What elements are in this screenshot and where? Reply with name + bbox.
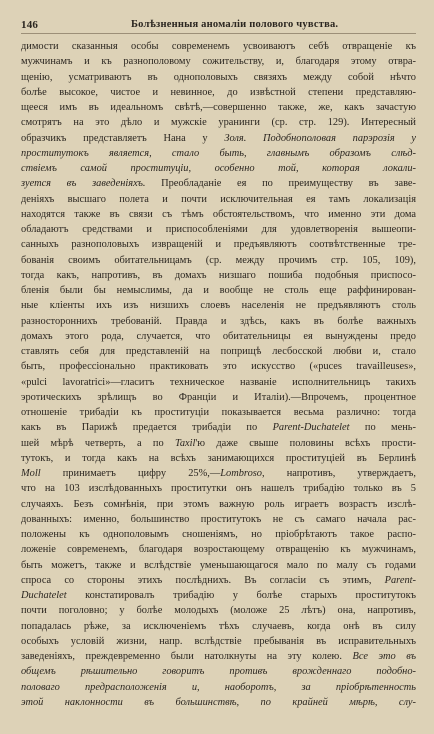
text-segment: «pulci lavoratrici»—гласитъ техническое названіе исполнительницъ такихъ	[21, 376, 416, 388]
text-line	[21, 314, 416, 329]
text-line	[21, 268, 416, 283]
text-line	[21, 558, 416, 573]
text-segment: заведеніяхъ, преждевременно были натолкнуты на эту колею.	[21, 651, 353, 662]
text-segment: ложеніе современемъ, благодаря возростающему отвращенію къ мужчинамъ,	[21, 544, 416, 556]
text-segment: димости сказанныя особы современемъ усвоиваютъ себѣ отвращеніе къ	[21, 41, 416, 52]
text-segment: тутокъ, и тогда какъ на всѣхъ занимающихся проституціей въ Берлинѣ	[21, 452, 416, 464]
text-line	[21, 85, 416, 100]
text-line	[21, 161, 416, 176]
text-line	[21, 192, 416, 207]
text-segment: смотрятъ на это дѣло и мужскіе уранинги (ср. стр. 129). Интересный	[21, 117, 416, 129]
text-segment: 'ю даже свыше половины всѣхъ прости-	[195, 437, 416, 449]
text-line	[21, 466, 416, 481]
text-segment: щееся имъ въ идеальномъ свѣтѣ,—совершенно также, же, какъ зачастую	[21, 102, 416, 113]
text-segment: домахъ этого рода, случается, что обитательницы ея вынуждены предо	[21, 330, 416, 342]
text-segment: случаяхъ. Безъ сомнѣнія, при этомъ важную роль играетъ возрастъ изслѣ-	[21, 498, 416, 510]
italic-text-segment: Taxil	[175, 437, 196, 449]
text-segment: положены къ однополовымъ сношеніямъ, но пріобрѣтаютъ такое распо-	[21, 529, 416, 540]
text-line	[21, 237, 416, 252]
text-line	[21, 405, 416, 420]
text-segment: спроса со стороны этихъ послѣднихъ. Въ согласіи съ этимъ,	[21, 574, 385, 586]
text-line	[21, 634, 416, 649]
italic-text-segment: Золя. Подобнополовая парэрозія у	[224, 132, 416, 144]
text-line	[21, 664, 416, 679]
page-header	[21, 19, 416, 34]
text-line	[21, 207, 416, 222]
text-segment: обладаютъ средствами и приспособленіями для удовлетворенія вышеопи-	[21, 224, 416, 235]
text-segment: болѣе высокое, чистое и невинное, до извѣстной степени представляю-	[21, 86, 416, 98]
text-line	[21, 222, 416, 237]
text-line	[21, 436, 416, 451]
italic-text-segment: этой наклонности въ большинствѣ, по крайней мѣрѣ, слу-	[21, 696, 416, 708]
text-line	[21, 344, 416, 359]
text-segment: находятся также въ связи съ тѣмъ обстоятельствомъ, что именно эти дома	[21, 208, 416, 220]
text-line	[21, 451, 416, 466]
text-line	[21, 253, 416, 268]
text-segment: что на 103 изслѣдованныхъ проститутки онъ нашелъ трибадію только въ 5	[21, 483, 416, 495]
text-segment: эротическихъ зрѣлищъ во Франціи и Италіи).—Впрочемъ, процентное	[21, 391, 416, 403]
text-line	[21, 131, 416, 146]
text-segment: образчикъ представляетъ Нана у	[21, 132, 225, 144]
text-segment: по мень-	[349, 422, 416, 434]
text-segment: санныхъ разнополовыхъ извращеній и предъявляютъ соотвѣтственные тре-	[21, 239, 416, 251]
text-line	[21, 70, 416, 85]
text-line	[21, 146, 416, 161]
text-segment: почти поголовно; у болѣе молодыхъ (моложе 25 лѣтъ) она, напротивъ,	[21, 605, 416, 617]
text-line	[21, 359, 416, 374]
text-line	[21, 573, 416, 588]
italic-text-segment: Parent-Duchatelet	[272, 422, 350, 434]
text-segment: какъ въ Парижѣ предается трибадіи по	[21, 422, 273, 434]
text-segment: отношеніе трибадіи къ проституціи показывается весьма различно: тогда	[21, 407, 416, 418]
text-line	[21, 497, 416, 512]
text-line	[21, 100, 416, 115]
italic-text-segment: общемъ рѣшительно говоритъ противъ врожденнаго подобно-	[21, 666, 416, 678]
text-line	[21, 39, 416, 54]
text-segment: шей мѣрѣ четверть, а по	[21, 437, 175, 449]
text-segment: бленія были бы немыслимы, да и вообще не столь еще раффинирован-	[21, 285, 416, 296]
body-text	[21, 39, 416, 710]
text-line	[21, 329, 416, 344]
italic-text-segment: Все это въ	[352, 651, 416, 662]
page-number: 146	[21, 19, 39, 31]
italic-text-segment: Moll	[21, 468, 41, 479]
text-segment: щенію, усматриваютъ въ однополовыхъ связяхъ между собой нѣчто	[21, 71, 416, 83]
text-line	[21, 375, 416, 390]
text-line	[21, 390, 416, 405]
text-segment: бованія своимъ обитательницамъ (ср. между прочимъ стр. 105, 109),	[21, 254, 416, 266]
text-line	[21, 176, 416, 191]
text-line	[21, 54, 416, 69]
italic-text-segment: проститутокъ является, стало быть, главнымъ образомъ слѣд-	[21, 147, 416, 159]
text-line	[21, 512, 416, 527]
text-segment: особыхъ условій жизни, напр. вслѣдствіе пребыванія въ исправительныхъ	[21, 635, 416, 647]
text-line	[21, 695, 416, 710]
text-segment: тогда какъ, напротивъ, въ домахъ низшаго пошиба подобныя приспосо-	[21, 269, 416, 281]
running-head: Болѣзненныя аномаліи полового чувства.	[131, 19, 339, 30]
text-line	[21, 283, 416, 298]
text-segment: принимаетъ цифру 25%,—	[40, 468, 221, 479]
italic-text-segment: ствіемъ самой проституціи, особенно той, которая локали-	[21, 163, 416, 174]
text-segment: , напротивъ, утверждаетъ,	[262, 468, 416, 479]
text-line	[21, 527, 416, 542]
text-segment: быть можетъ, также и вслѣдствіе уменьшающагося мало по малу съ годами	[21, 559, 416, 571]
text-line	[21, 680, 416, 695]
text-line	[21, 542, 416, 557]
text-segment: констатировалъ трибадію у болѣе старыхъ проститутокъ	[66, 590, 416, 601]
italic-text-segment: зуется въ заведеніяхъ.	[21, 178, 146, 190]
text-line	[21, 115, 416, 130]
text-segment: дованныхъ: именно, большинство проститутокъ не съ самаго начала рас-	[21, 513, 416, 525]
italic-text-segment: половаго предрасположенія и, наоборотъ, за пріобрѣтенность	[21, 681, 416, 693]
italic-text-segment: Lombroso	[220, 468, 262, 479]
text-line	[21, 588, 416, 603]
text-line	[21, 649, 416, 664]
text-segment: деніяхъ высшаго полета и почти исключительная ея тамъ локализація	[21, 193, 416, 205]
text-segment: попадалась рѣже, за исключеніемъ тѣхъ случаевъ, когда онѣ въ силу	[21, 620, 416, 632]
text-segment: разностороннихъ требованій. Правда и здѣсь, какъ въ болѣе важныхъ	[21, 315, 416, 327]
italic-text-segment: Parent-	[384, 574, 416, 586]
text-line	[21, 420, 416, 435]
text-segment: ные кліенты ихъ изъ низшихъ слоевъ населенія не предъявляютъ столь	[21, 300, 416, 312]
text-segment: ставлять себя для представленій на поприщѣ лесбосской любви и, стало	[21, 346, 416, 357]
text-segment: мужчинамъ и къ разнополовому сожительству, и, благодаря этому отвра-	[21, 56, 416, 68]
italic-text-segment: Duchatelet	[21, 590, 67, 601]
text-segment: быть, профессіонально практиковать это искусство («puces travailleuses»,	[21, 361, 416, 373]
text-line	[21, 481, 416, 496]
text-line	[21, 603, 416, 618]
text-line	[21, 619, 416, 634]
text-segment: Преобладаніе ея по преимуществу въ заве-	[145, 178, 416, 190]
text-line	[21, 298, 416, 313]
